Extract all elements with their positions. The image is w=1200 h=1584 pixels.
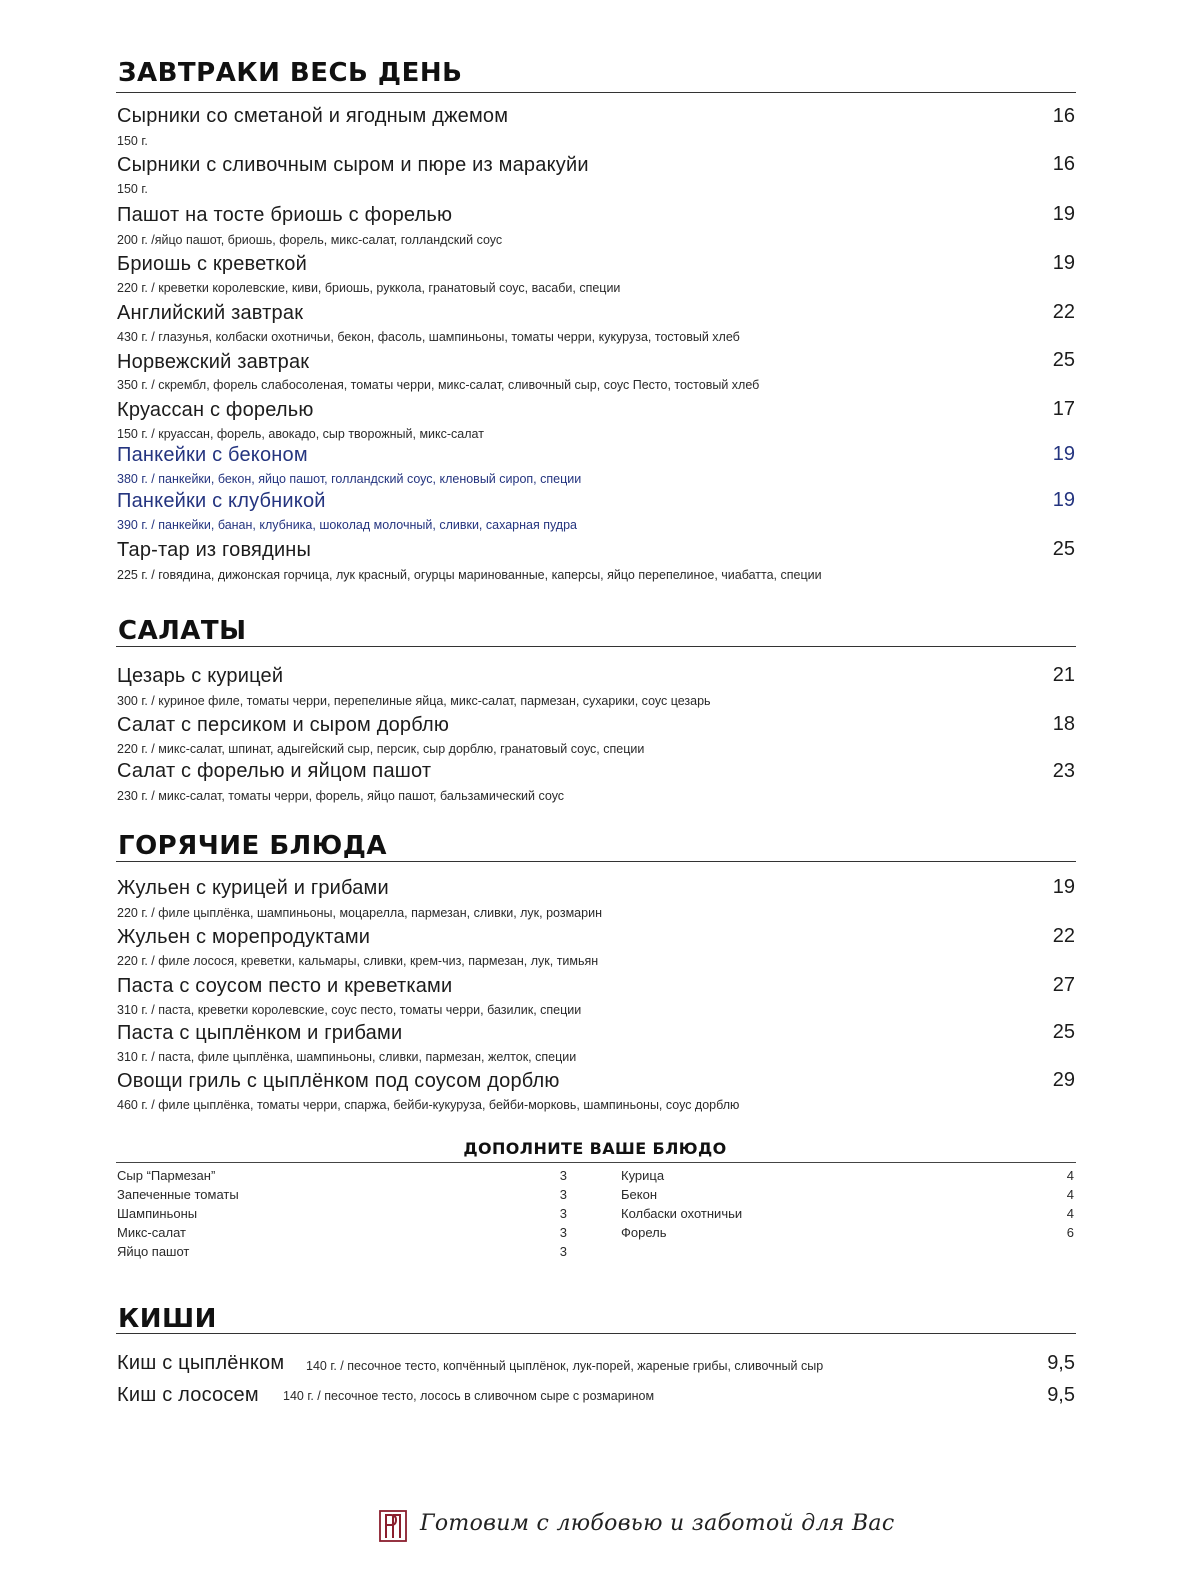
item-price: 9,5 [1047, 1384, 1075, 1406]
item-description: 350 г. / скрембл, форель слабосоленая, томаты черри, микс-салат, сливочный сыр, соус Песто, тостовый хлеб [117, 378, 760, 392]
item-price: 29 [1052, 1069, 1075, 1091]
addon-name: Сыр “Пармезан” [117, 1168, 216, 1183]
section-divider [116, 646, 1076, 647]
item-name: Сырники с сливочным сыром и пюре из маракуйи [117, 154, 589, 176]
item-description: 310 г. / паста, филе цыплёнка, шампиньоны, сливки, пармезан, желток, специи [117, 1050, 577, 1064]
addon-name: Бекон [621, 1187, 658, 1202]
item-price: 22 [1052, 925, 1075, 947]
item-name: Жульен с морепродуктами [117, 926, 371, 948]
item-name: Сырники со сметаной и ягодным джемом [117, 105, 509, 127]
item-price: 23 [1052, 760, 1075, 782]
item-name: Пашот на тосте бриошь с форелью [117, 204, 453, 226]
item-price: 19 [1052, 252, 1075, 274]
item-name: Тар-тар из говядины [117, 539, 312, 561]
section-title-breakfast: ЗАВТРАКИ ВЕСЬ ДЕНЬ [118, 58, 463, 88]
section-title-quiche: КИШИ [118, 1304, 217, 1334]
item-price: 19 [1052, 203, 1075, 225]
addon-price: 3 [559, 1244, 567, 1259]
section-divider [116, 861, 1076, 862]
item-name: Бриошь с креветкой [117, 253, 308, 275]
addon-name: Яйцо пашот [117, 1244, 190, 1259]
addon-name: Запеченные томаты [117, 1187, 239, 1202]
addons-title: ДОПОЛНИТЕ ВАШЕ БЛЮДО [463, 1139, 727, 1158]
item-name: Киш с цыплёнком [117, 1352, 285, 1374]
addon-price: 3 [559, 1187, 567, 1202]
item-description: 230 г. / микс-салат, томаты черри, форель, яйцо пашот, бальзамический соус [117, 789, 565, 803]
item-name: Овощи гриль с цыплёнком под соусом дорблю [117, 1070, 560, 1092]
item-description: 460 г. / филе цыплёнка, томаты черри, спаржа, бейби-кукуруза, бейби-морковь, шампиньоны, соус дорблю [117, 1098, 740, 1112]
addon-price: 3 [559, 1206, 567, 1221]
item-description: 225 г. / говядина, дижонская горчица, лук красный, огурцы маринованные, каперсы, яйцо перепелиное, чиабатта, специи [117, 568, 822, 582]
item-name: Паста с цыплёнком и грибами [117, 1022, 403, 1044]
item-name: Панкейки с клубникой [117, 490, 326, 512]
item-description: 310 г. / паста, креветки королевские, соус песто, томаты черри, базилик, специи [117, 1003, 582, 1017]
item-description: 150 г. / круассан, форель, авокадо, сыр творожный, микс-салат [117, 427, 484, 441]
item-price: 19 [1052, 489, 1075, 511]
item-name: Киш с лососем [117, 1384, 259, 1406]
item-price: 25 [1052, 1021, 1075, 1043]
item-description: 390 г. / панкейки, банан, клубника, шоколад молочный, сливки, сахарная пудра [117, 518, 577, 532]
addon-price: 3 [559, 1168, 567, 1183]
item-name: Английский завтрак [117, 302, 304, 324]
item-name: Цезарь с курицей [117, 665, 284, 687]
section-title-hot-dishes: ГОРЯЧИЕ БЛЮДА [118, 831, 388, 861]
item-description: 200 г. /яйцо пашот, бриошь, форель, микс-салат, голландский соус [117, 233, 503, 247]
item-description: 150 г. [117, 182, 148, 196]
addons-divider [116, 1162, 1076, 1163]
item-price: 16 [1052, 105, 1075, 127]
section-title-salads: САЛАТЫ [118, 616, 247, 646]
item-price: 18 [1052, 713, 1075, 735]
item-description: 220 г. / филе лосося, креветки, кальмары, сливки, крем-чиз, пармезан, лук, тимьян [117, 954, 599, 968]
item-description: 380 г. / панкейки, бекон, яйцо пашот, голландский соус, кленовый сироп, специи [117, 472, 582, 486]
item-price: 25 [1052, 538, 1075, 560]
item-name: Норвежский завтрак [117, 351, 310, 373]
addon-price: 4 [1066, 1187, 1074, 1202]
addon-price: 3 [559, 1225, 567, 1240]
addon-name: Шампиньоны [117, 1206, 198, 1221]
item-price: 21 [1052, 664, 1075, 686]
item-description: 140 г. / песочное тесто, копчённый цыплёнок, лук-порей, жареные грибы, сливочный сыр [306, 1359, 824, 1373]
item-description: 140 г. / песочное тесто, лосось в сливочном сыре с розмарином [283, 1389, 655, 1403]
item-price: 22 [1052, 301, 1075, 323]
item-description: 220 г. / филе цыплёнка, шампиньоны, моцарелла, пармезан, сливки, лук, розмарин [117, 906, 602, 920]
item-price: 25 [1052, 349, 1075, 371]
item-name: Салат с персиком и сыром дорблю [117, 714, 450, 736]
item-price: 19 [1052, 443, 1075, 465]
footer-slogan: Готовим с любовью и заботой для Вас [420, 1511, 895, 1536]
section-divider [116, 92, 1076, 93]
item-price: 17 [1052, 398, 1075, 420]
item-description: 150 г. [117, 134, 148, 148]
addon-price: 6 [1066, 1225, 1074, 1240]
item-description: 220 г. / микс-салат, шпинат, адыгейский сыр, персик, сыр дорблю, гранатовый соус, специи [117, 742, 645, 756]
addon-name: Форель [621, 1225, 667, 1240]
section-divider [116, 1333, 1076, 1334]
addon-name: Микс-салат [117, 1225, 186, 1240]
addon-price: 4 [1066, 1206, 1074, 1221]
item-description: 430 г. / глазунья, колбаски охотничьи, бекон, фасоль, шампиньоны, томаты черри, кукуруза, тостовый хлеб [117, 330, 740, 344]
item-description: 300 г. / куриное филе, томаты черри, перепелиные яйца, микс-салат, пармезан, сухарики, соус цезарь [117, 694, 711, 708]
item-description: 220 г. / креветки королевские, киви, бриошь, руккола, гранатовый соус, васаби, специи [117, 281, 621, 295]
item-name: Салат с форелью и яйцом пашот [117, 760, 432, 782]
footer [378, 1505, 895, 1555]
item-price: 19 [1052, 876, 1075, 898]
item-name: Паста с соусом песто и креветками [117, 975, 453, 997]
item-name: Круассан с форелью [117, 399, 314, 421]
addon-name: Колбаски охотничьи [621, 1206, 743, 1221]
item-price: 27 [1052, 974, 1075, 996]
item-name: Панкейки с беконом [117, 444, 308, 466]
addon-price: 4 [1066, 1168, 1074, 1183]
brand-logo-icon [378, 1509, 408, 1543]
item-name: Жульен с курицей и грибами [117, 877, 389, 899]
item-price: 9,5 [1047, 1352, 1075, 1374]
item-price: 16 [1052, 153, 1075, 175]
addon-name: Курица [621, 1168, 665, 1183]
